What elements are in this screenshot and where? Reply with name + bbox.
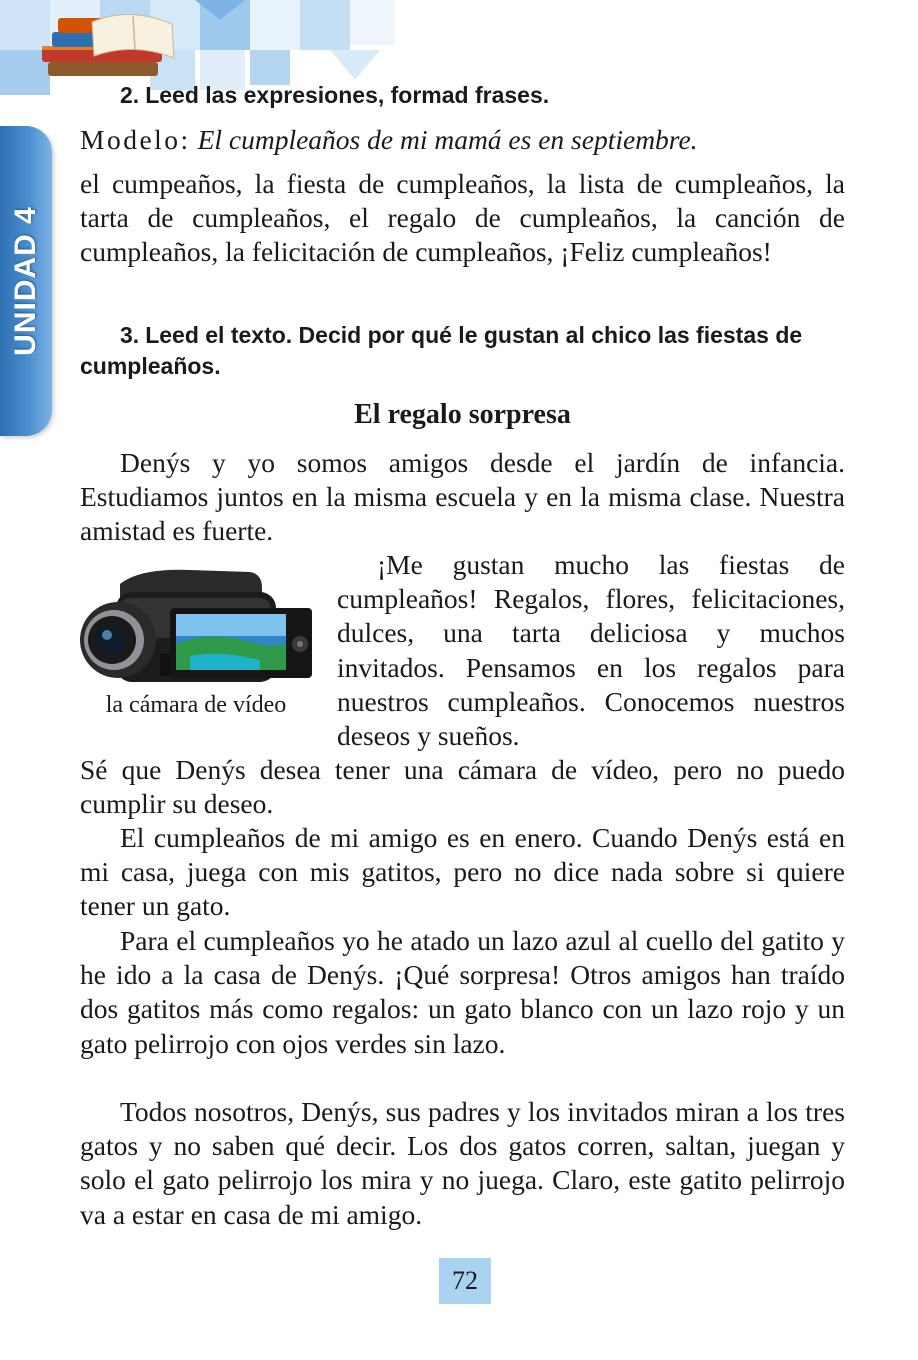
- unit-tab-label: UNIDAD 4: [9, 206, 42, 356]
- task-2-text: Leed las expresiones, formad frases.: [145, 82, 550, 108]
- story-paragraph-3: El cumpleaños de mi amigo es en enero. Cuando Denýs está en mi casa, juega con mis gatitos, pero no dice nada sobre si quiere tener un gato.: [80, 822, 845, 922]
- story-paragraph-2-continued: Sé que Denýs desea tener una cámara de vídeo, pero no puedo cumplir su deseo.: [80, 754, 845, 820]
- task-3-text: Leed el texto. Decid por qué le gustan al chico las fiestas de cumpleaños.: [80, 322, 803, 379]
- task-3-instruction: [80, 320, 845, 382]
- story-paragraph-1: Denýs y yo somos amigos desde el jardín de infancia. Estudiamos juntos en la misma escuela y en la misma clase. Nuestra amistad es fuerte.: [80, 447, 845, 547]
- birthday-expressions: el cumpeaños, la fiesta de cumpleaños, la lista de cumpleaños, la tarta de cumpleaños, el regalo de cumpleaños, la canción de cumpleaños, la felicitación de cumpleaños, ¡Feliz cumpleaños!: [80, 168, 845, 268]
- story-paragraph-4: Para el cumpleaños yo he atado un lazo azul al cuello del gatito y he ido a la casa de Denýs. ¡Qué sorpresa! Otros amigos han traído dos gatitos más como regalos: un gato blanco con un lazo rojo y un gato pelirrojo con ojos verdes sin lazo.: [80, 925, 845, 1059]
- book-stack-icon: [34, 6, 184, 78]
- model-line: [80, 123, 845, 157]
- unit-tab: [0, 126, 52, 436]
- task-3-number: 3.: [120, 322, 140, 348]
- task-2-instruction: [80, 80, 845, 111]
- model-sentence: El cumpleaños de mi mamá es en septiembre.: [197, 124, 698, 155]
- story-paragraph-2-beside-image: ¡Me gustan mucho las fiestas de cumpleaños! Regalos, flores, felicitaciones, dulces, una tarta deliciosa y muchos invitados. Pensamos en los regalos para nuestros cumpleaños. Conocemos nuestros deseos y sueños.: [337, 549, 845, 752]
- image-caption: la cámara de vídeo: [105, 692, 287, 718]
- model-label: Modelo:: [80, 124, 191, 155]
- story-title: El regalo sorpresa: [354, 399, 571, 430]
- page-number: 72: [439, 1258, 491, 1304]
- story-paragraph-5: Todos nosotros, Denýs, sus padres y los invitados miran a los tres gatos y no saben qué decir. Los dos gatos corren, saltan, juegan y solo el gato pelirrojo los mira y no juega. Claro, este gatito pelirrojo va a estar en casa de mi amigo.: [80, 1096, 845, 1230]
- task-2-number: 2.: [120, 82, 140, 108]
